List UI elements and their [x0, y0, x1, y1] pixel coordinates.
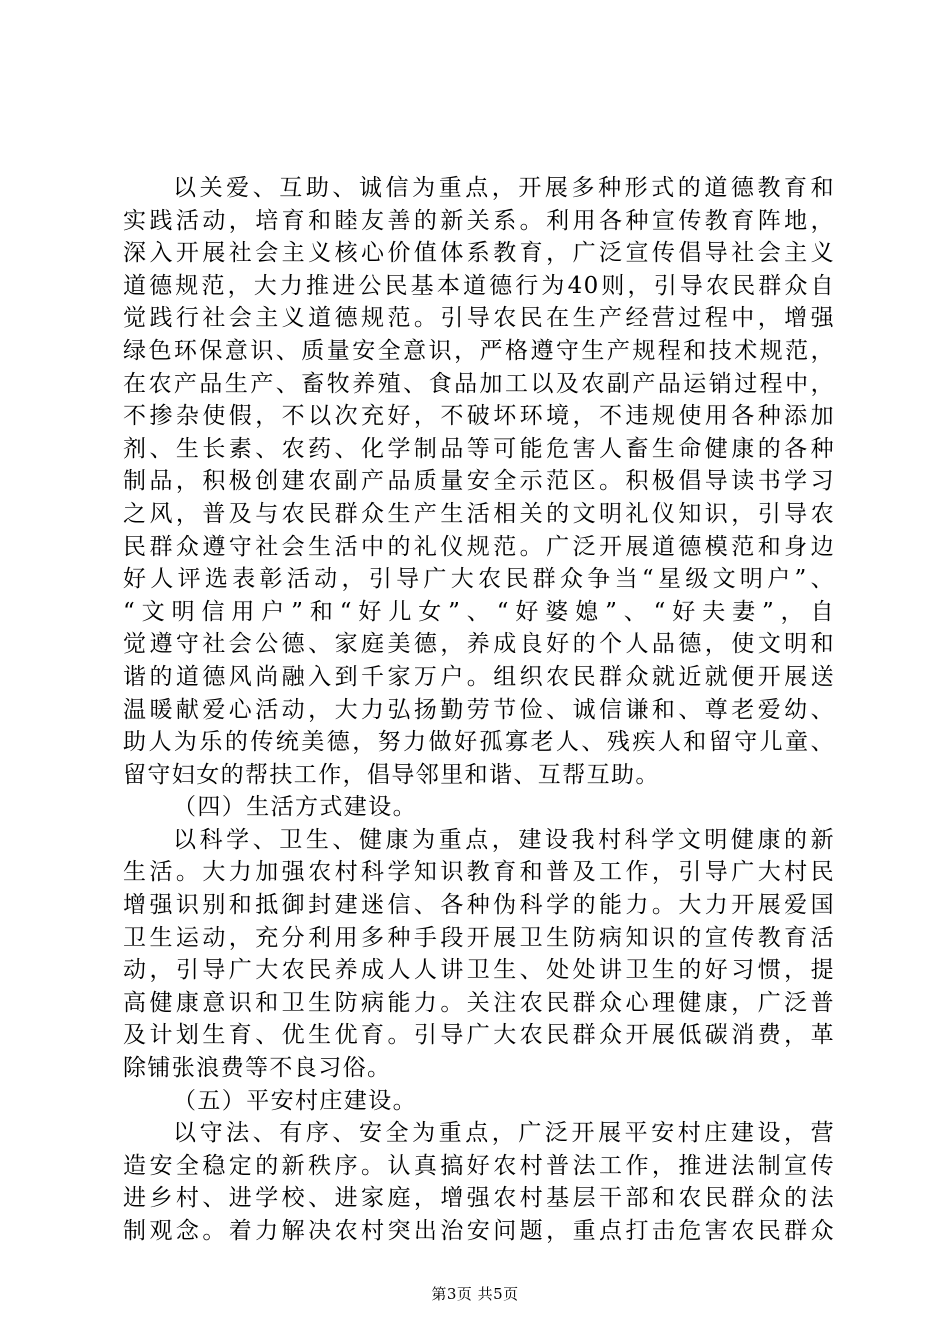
- text-line: 剂、生长素、农药、化学制品等可能危害人畜生命健康的各种: [123, 435, 835, 462]
- text-line: 温暖献爱心活动，大力弘扬勤劳节俭、诚信谦和、尊老爱幼、: [123, 696, 835, 723]
- text-line: 助人为乐的传统美德，努力做好孤寡老人、残疾人和留守儿童、: [123, 729, 835, 756]
- text-line: 制观念。着力解决农村突出治安问题，重点打击危害农民群众: [123, 1218, 835, 1244]
- text-line: 造安全稳定的新秩序。认真搞好农村普法工作，推进法制宣传: [123, 1152, 835, 1179]
- text-line: 民群众遵守社会生活中的礼仪规范。广泛开展道德模范和身边: [123, 533, 835, 560]
- text-line: 除铺张浪费等不良习俗。: [123, 1055, 392, 1082]
- text-line: 觉践行社会主义道德规范。引导农民在生产经营过程中，增强: [123, 305, 835, 332]
- text-line: 增强识别和抵御封建迷信、各种伪科学的能力。大力开展爱国: [123, 892, 835, 919]
- text-line: 觉遵守社会公德、家庭美德，养成良好的个人品德，使文明和: [123, 631, 835, 658]
- text-line: （四）生活方式建设。: [173, 794, 417, 821]
- text-line: 以守法、有序、安全为重点，广泛开展平安村庄建设，营: [173, 1120, 835, 1147]
- text-line: 制品，积极创建农副产品质量安全示范区。积极倡导读书学习: [123, 468, 835, 495]
- text-line: 以科学、卫生、健康为重点，建设我村科学文明健康的新: [173, 826, 835, 853]
- page-footer: 第3页 共5页: [431, 1285, 519, 1303]
- body-text: [123, 172, 835, 1248]
- text-line: 好人评选表彰活动，引导广大农民群众争当“星级文明户”、: [123, 566, 835, 593]
- text-line: “文明信用户”和“好儿女”、“好婆媳”、“好夫妻”，自: [123, 598, 835, 625]
- text-line: 进乡村、进学校、进家庭，增强农村基层干部和农民群众的法: [123, 1185, 835, 1212]
- text-line: 实践活动，培育和睦友善的新关系。利用各种宣传教育阵地，: [123, 207, 835, 234]
- text-line: 留守妇女的帮扶工作，倡导邻里和谐、互帮互助。: [123, 761, 660, 788]
- text-line: 不掺杂使假，不以次充好，不破坏环境，不违规使用各种添加: [123, 403, 835, 430]
- text-line: 及计划生育、优生优育。引导广大农民群众开展低碳消费，革: [123, 1022, 835, 1049]
- text-line: 在农产品生产、畜牧养殖、食品加工以及农副产品运销过程中，: [123, 370, 835, 397]
- text-line: 深入开展社会主义核心价值体系教育，广泛宣传倡导社会主义: [123, 240, 835, 267]
- text-line: 卫生运动，充分利用多种手段开展卫生防病知识的宣传教育活: [123, 924, 835, 951]
- text-line: 动，引导广大农民养成人人讲卫生、处处讲卫生的好习惯，提: [123, 957, 835, 984]
- text-line: 之风，普及与农民群众生产生活相关的文明礼仪知识，引导农: [123, 500, 835, 527]
- text-line: （五）平安村庄建设。: [173, 1087, 417, 1114]
- text-line: 以关爱、互助、诚信为重点，开展多种形式的道德教育和: [173, 175, 835, 201]
- text-line: 道德规范，大力推进公民基本道德行为40则，引导农民群众自: [123, 272, 835, 299]
- text-line: 生活。大力加强农村科学知识教育和普及工作，引导广大村民: [123, 859, 835, 886]
- text-line: 谐的道德风尚融入到千家万户。组织农民群众就近就便开展送: [123, 663, 835, 690]
- text-line: 高健康意识和卫生防病能力。关注农民群众心理健康，广泛普: [123, 989, 835, 1016]
- text-line: 绿色环保意识、质量安全意识，严格遵守生产规程和技术规范，: [123, 337, 835, 364]
